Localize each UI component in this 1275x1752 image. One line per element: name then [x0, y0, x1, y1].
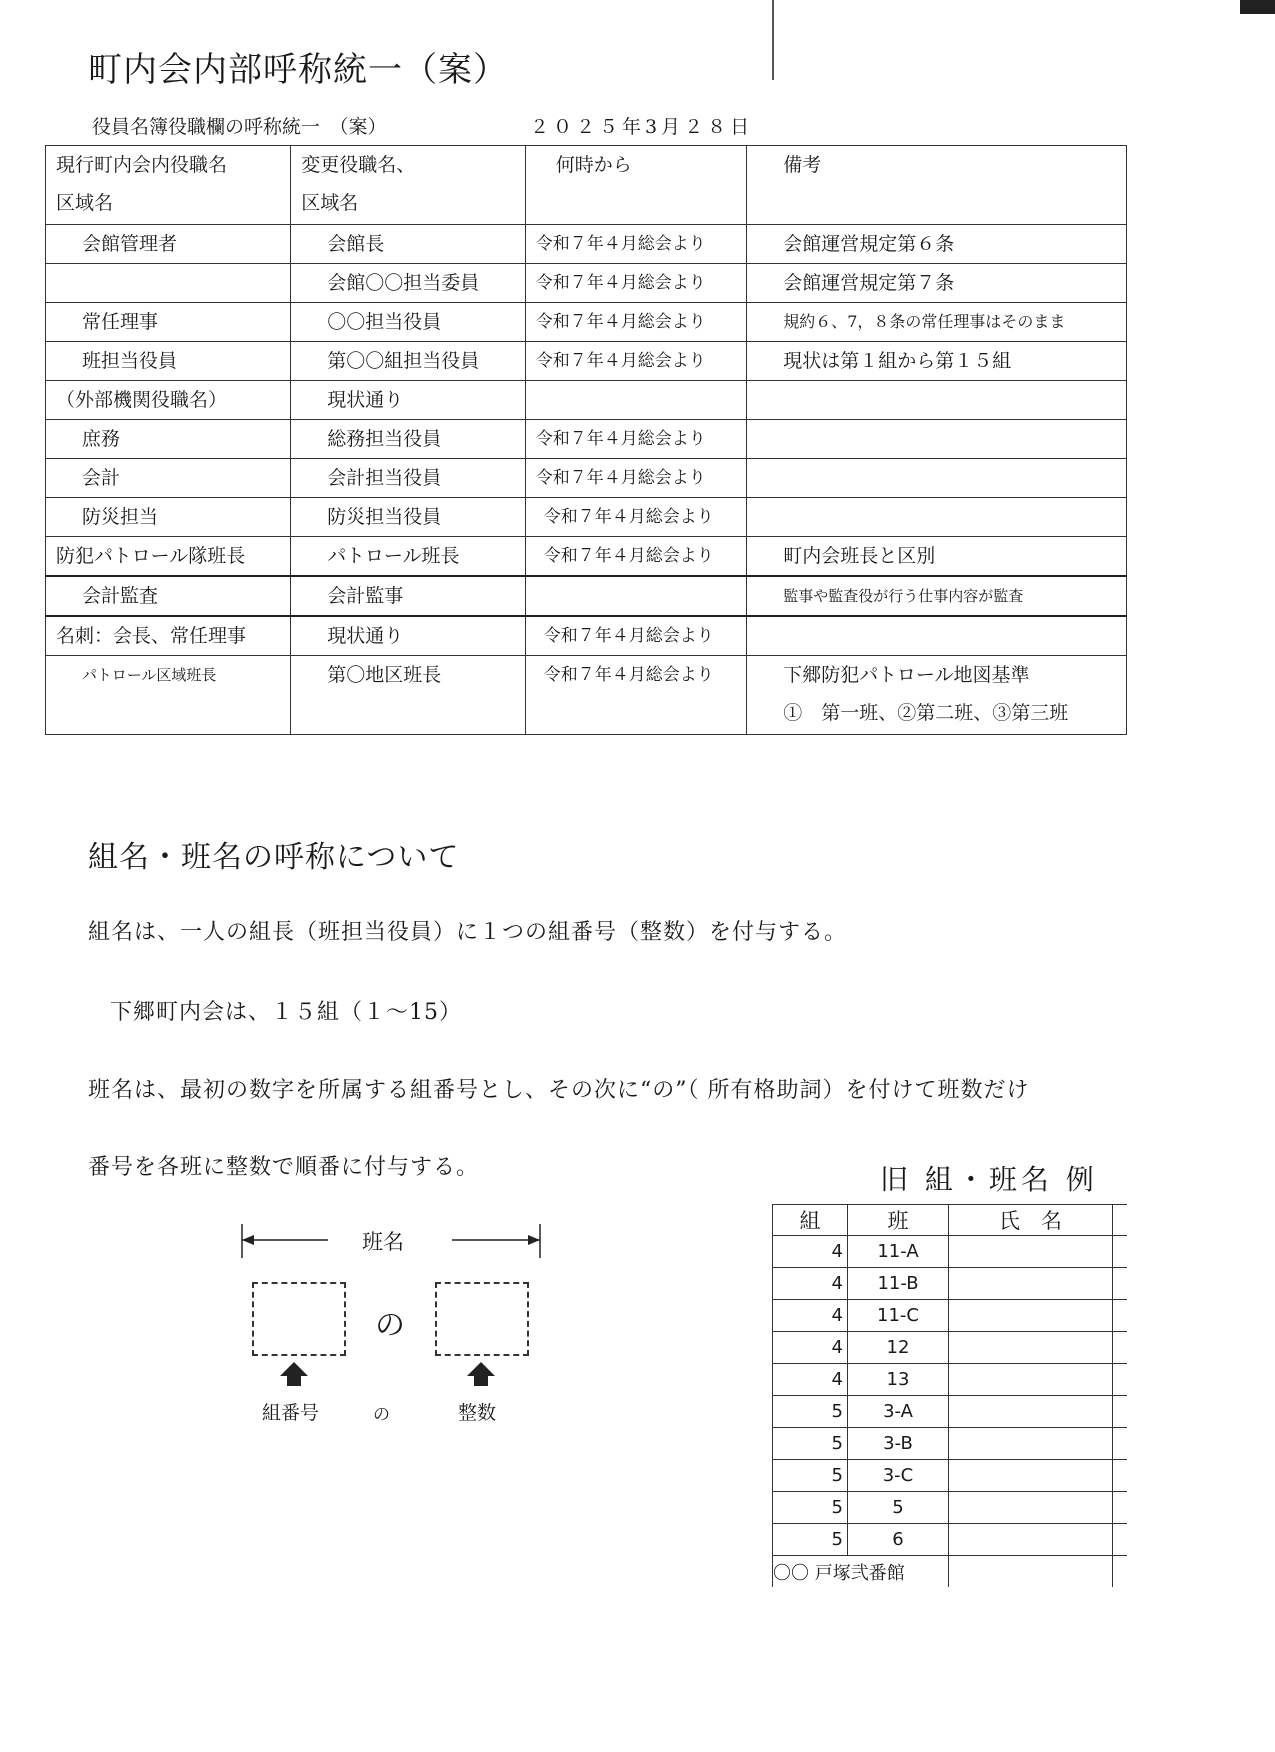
table-row — [46, 537, 1127, 577]
header-when-text: 何時から — [555, 154, 632, 176]
example-footer: 〇〇 戸塚弐番館 — [773, 1556, 949, 1588]
example-han: 13 — [848, 1364, 949, 1396]
example-extra — [1113, 1300, 1128, 1332]
cell-new: パトロール班長 — [291, 537, 525, 577]
scan-corner-mark — [1240, 0, 1275, 14]
cell-notes: 規約６、7，８条の常任理事はそのまま — [747, 303, 1127, 342]
header-new-line1: 変更役職名、 — [301, 154, 416, 176]
example-extra — [1113, 1428, 1128, 1460]
cell-notes — [747, 420, 1127, 459]
example-name — [949, 1332, 1113, 1364]
cell-when: 令和７年４月総会より — [525, 225, 746, 264]
example-row — [773, 1236, 1128, 1268]
example-row — [773, 1524, 1128, 1556]
cell-notes: 町内会班長と区別 — [747, 537, 1127, 577]
example-extra-col — [1113, 1205, 1128, 1236]
cell-when: 令和７年４月総会より — [525, 420, 746, 459]
integer-box — [435, 1282, 529, 1356]
cell-when: 令和７年４月総会より — [525, 342, 746, 381]
example-name — [949, 1268, 1113, 1300]
example-kumi: 5 — [773, 1428, 848, 1460]
example-han: 3-A — [848, 1396, 949, 1428]
cell-current — [46, 264, 291, 303]
example-name — [949, 1364, 1113, 1396]
cell-current: 庶務 — [46, 420, 291, 459]
example-name — [949, 1396, 1113, 1428]
diagram-integer-label: 整数 — [458, 1402, 497, 1424]
example-kumi: 5 — [773, 1492, 848, 1524]
kumi-number-box — [252, 1282, 346, 1356]
example-row — [773, 1492, 1128, 1524]
cell-notes — [747, 459, 1127, 498]
cell-notes — [747, 498, 1127, 537]
example-kumi: 4 — [773, 1268, 848, 1300]
header-notes-text: 備考 — [783, 154, 822, 176]
example-row — [773, 1268, 1128, 1300]
example-extra — [1113, 1268, 1128, 1300]
cell-when: 令和７年４月総会より — [525, 537, 746, 577]
example-kumi: 5 — [773, 1524, 848, 1556]
cell-current: 会館管理者 — [46, 225, 291, 264]
notes-line1: 下郷防犯パトロール地図基準 — [783, 664, 1030, 686]
cell-new: 〇〇担当役員 — [291, 303, 525, 342]
example-kumi: 4 — [773, 1364, 848, 1396]
example-header-kumi: 組 — [773, 1205, 848, 1236]
table-row — [46, 420, 1127, 459]
document-date: ２０２５年3月２８日 — [530, 116, 754, 138]
cell-notes: 会館運営規定第７条 — [747, 264, 1127, 303]
example-han: 11-B — [848, 1268, 949, 1300]
example-footer-row — [773, 1556, 1128, 1588]
example-name — [949, 1460, 1113, 1492]
example-header-row — [773, 1205, 1128, 1236]
cell-notes: 監事や監査役が行う仕事内容が監査 — [747, 576, 1127, 616]
example-title: 旧 組・班名 例 — [880, 1163, 1098, 1196]
notes-line2: ① 第一班、②第二班、③第三班 — [783, 702, 1069, 724]
diagram-no-label: の — [373, 1405, 390, 1425]
table-row — [46, 342, 1127, 381]
example-han: 3-B — [848, 1428, 949, 1460]
example-kumi: 4 — [773, 1332, 848, 1364]
example-han: 12 — [848, 1332, 949, 1364]
example-name — [949, 1524, 1113, 1556]
example-table — [772, 1204, 1127, 1587]
table-row — [46, 381, 1127, 420]
cell-new: 会館〇〇担当委員 — [291, 264, 525, 303]
cell-when: 令和７年４月総会より — [525, 498, 746, 537]
cell-current: 名刺：会長、常任理事 — [46, 616, 291, 656]
cell-current: パトロール区域班長 — [46, 656, 291, 735]
cell-when — [525, 576, 746, 616]
cell-notes — [747, 381, 1127, 420]
example-name — [949, 1428, 1113, 1460]
cell-new: 会計監事 — [291, 576, 525, 616]
diagram-top-label: 班名 — [362, 1230, 404, 1254]
page-title: 町内会内部呼称統一（案） — [88, 50, 508, 90]
example-extra — [1113, 1460, 1128, 1492]
example-kumi: 4 — [773, 1236, 848, 1268]
table-row — [46, 656, 1127, 735]
cell-when: 令和７年４月総会より — [525, 459, 746, 498]
header-when — [525, 146, 746, 225]
cell-new: 第〇〇組担当役員 — [291, 342, 525, 381]
cell-new: 会計担当役員 — [291, 459, 525, 498]
cell-notes: 現状は第１組から第１５組 — [747, 342, 1127, 381]
cell-current: 会計 — [46, 459, 291, 498]
example-name — [949, 1556, 1113, 1588]
table-row — [46, 225, 1127, 264]
header-new-role — [291, 146, 525, 225]
example-row — [773, 1396, 1128, 1428]
cell-when: 令和７年４月総会より — [525, 656, 746, 735]
cell-notes: 会館運営規定第６条 — [747, 225, 1127, 264]
table-row — [46, 303, 1127, 342]
up-arrow-icon — [280, 1362, 308, 1376]
cell-new: 現状通り — [291, 616, 525, 656]
header-current-line1: 現行町内会内役職名 — [56, 154, 228, 176]
example-extra — [1113, 1364, 1128, 1396]
example-extra — [1113, 1332, 1128, 1364]
example-header-han: 班 — [848, 1205, 949, 1236]
table-row — [46, 264, 1127, 303]
table-subtitle: 役員名簿役職欄の呼称統一 （案） — [92, 116, 387, 138]
example-kumi: 5 — [773, 1460, 848, 1492]
table-row — [46, 459, 1127, 498]
table-header-row — [46, 146, 1127, 225]
cell-when: 令和７年４月総会より — [525, 616, 746, 656]
paragraph-count: 下郷町内会は、１５組（１～15） — [110, 1000, 462, 1025]
paragraph-kumi: 組名は、一人の組長（班担当役員）に１つの組番号（整数）を付与する。 — [88, 920, 848, 945]
cell-when — [525, 381, 746, 420]
example-extra — [1113, 1492, 1128, 1524]
example-kumi: 4 — [773, 1300, 848, 1332]
scan-margin-line — [772, 0, 774, 80]
cell-current: 常任理事 — [46, 303, 291, 342]
example-han: 11-A — [848, 1236, 949, 1268]
cell-current: 班担当役員 — [46, 342, 291, 381]
paragraph-han-2: 番号を各班に整数で順番に付与する。 — [88, 1155, 480, 1180]
example-header-name: 氏 名 — [949, 1205, 1113, 1236]
example-name — [949, 1236, 1113, 1268]
cell-when: 令和７年４月総会より — [525, 264, 746, 303]
example-row — [773, 1460, 1128, 1492]
cell-new: 防災担当役員 — [291, 498, 525, 537]
table-row — [46, 498, 1127, 537]
up-arrow-stem — [287, 1376, 301, 1386]
header-notes — [747, 146, 1127, 225]
example-han: 5 — [848, 1492, 949, 1524]
example-han: 3-C — [848, 1460, 949, 1492]
example-name — [949, 1492, 1113, 1524]
cell-current: 防犯パトロール隊班長 — [46, 537, 291, 577]
diagram-kumi-label: 組番号 — [262, 1402, 320, 1424]
example-name — [949, 1300, 1113, 1332]
example-han: 6 — [848, 1524, 949, 1556]
example-kumi: 5 — [773, 1396, 848, 1428]
cell-current: 会計監査 — [46, 576, 291, 616]
cell-current: 防災担当 — [46, 498, 291, 537]
header-current-line2: 区域名 — [56, 192, 114, 214]
example-row — [773, 1364, 1128, 1396]
header-current-role — [46, 146, 291, 225]
cell-notes — [747, 656, 1127, 735]
up-arrow-stem — [474, 1376, 488, 1386]
cell-notes — [747, 616, 1127, 656]
up-arrow-icon — [467, 1362, 495, 1376]
cell-new: 総務担当役員 — [291, 420, 525, 459]
cell-when: 令和７年４月総会より — [525, 303, 746, 342]
section-heading: 組名・班名の呼称について — [88, 840, 460, 875]
example-extra — [1113, 1556, 1128, 1588]
table-row — [46, 616, 1127, 656]
paragraph-han-1: 班名は、最初の数字を所属する組番号とし、その次に“の”（ 所有格助詞）を付けて班数だけ — [88, 1078, 1030, 1103]
example-row — [773, 1300, 1128, 1332]
example-row — [773, 1428, 1128, 1460]
cell-current: （外部機関役職名） — [46, 381, 291, 420]
example-extra — [1113, 1236, 1128, 1268]
diagram-no-particle: の — [375, 1308, 405, 1343]
naming-diagram — [230, 1210, 560, 1450]
example-extra — [1113, 1396, 1128, 1428]
cell-new: 第〇地区班長 — [291, 656, 525, 735]
role-name-table — [45, 145, 1127, 735]
example-extra — [1113, 1524, 1128, 1556]
example-row — [773, 1332, 1128, 1364]
example-han: 11-C — [848, 1300, 949, 1332]
header-new-line2: 区域名 — [301, 192, 359, 214]
table-row — [46, 576, 1127, 616]
cell-new: 会館長 — [291, 225, 525, 264]
cell-new: 現状通り — [291, 381, 525, 420]
